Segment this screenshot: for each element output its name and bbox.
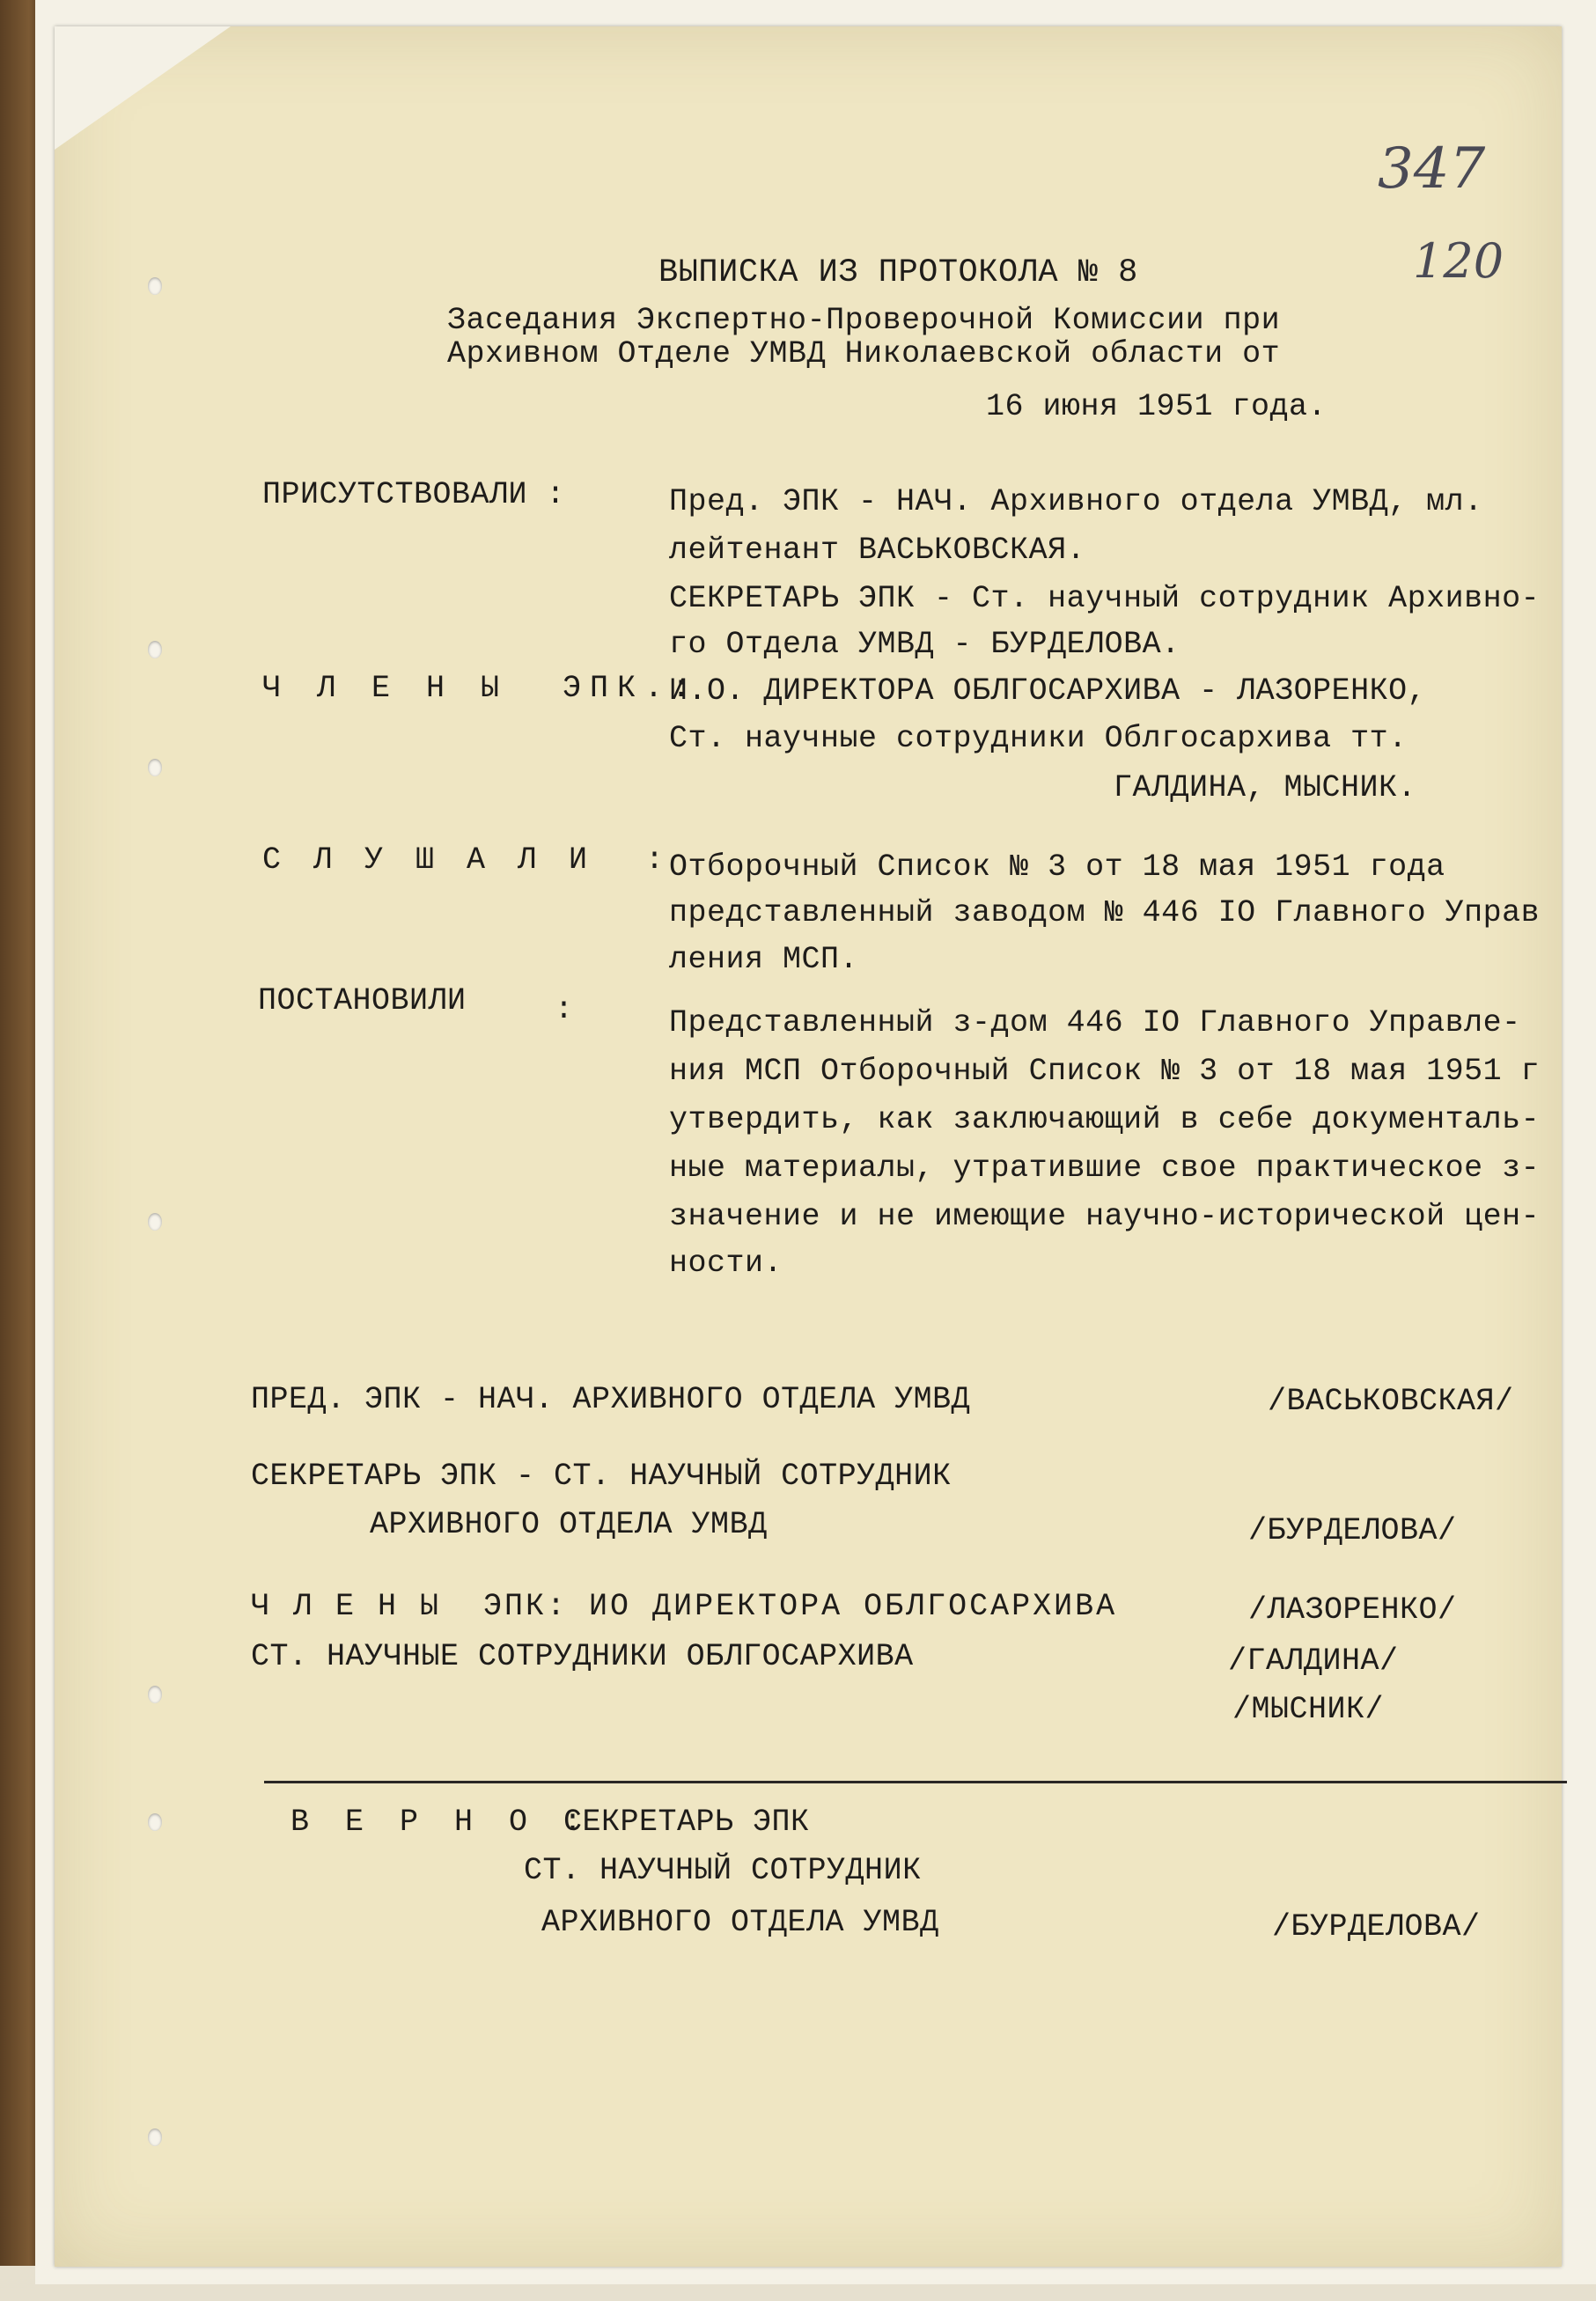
present-line: СЕКРЕТАРЬ ЭПК - Ст. научный сотрудник Архивно-: [669, 581, 1541, 616]
header-line-2: Архивном Отделе УМВД Николаевской области от: [447, 336, 1281, 371]
punch-hole: [148, 2128, 162, 2146]
certified-line: СЕКРЕТАРЬ ЭПК: [563, 1805, 810, 1840]
header-line-1: Заседания Экспертно-Проверочной Комиссии при: [447, 303, 1281, 338]
decided-line: ния МСП Отборочный Список № 3 от 18 мая 1951 г: [669, 1054, 1541, 1089]
decided-line: ности.: [669, 1246, 783, 1281]
signature-name: /БУРДЕЛОВА/: [1248, 1513, 1457, 1548]
signature-name: /ЛАЗОРЕНКО/: [1248, 1592, 1457, 1628]
present-line: го Отдела УМВД - БУРДЕЛОВА.: [669, 627, 1180, 662]
punch-hole: [148, 759, 162, 776]
certified-label: В Е Р Н О :: [291, 1805, 592, 1840]
decided-line: значение и не имеющие научно-исторической цен-: [669, 1199, 1541, 1234]
signature-name: /ВАСЬКОВСКАЯ/: [1268, 1384, 1514, 1419]
separator-line: [264, 1781, 1567, 1783]
decided-line: ные материалы, утратившие свое практическое з-: [669, 1150, 1541, 1186]
signature-name: /ГАЛДИНА/: [1228, 1643, 1399, 1679]
signature-name: /МЫСНИК/: [1232, 1692, 1385, 1727]
document-title: ВЫПИСКА ИЗ ПРОТОКОЛА № 8: [658, 254, 1138, 291]
present-line: Пред. ЭПК - НАЧ. Архивного отдела УМВД, мл.: [669, 484, 1483, 519]
punch-hole: [148, 1686, 162, 1703]
signature-line-left: Ч Л Е Н Ы ЭПК: ИО ДИРЕКТОРА ОБЛГОСАРХИВА: [251, 1589, 1118, 1624]
signature-line-left: АРХИВНОГО ОТДЕЛА УМВД: [370, 1507, 768, 1542]
heard-line: ления МСП.: [669, 942, 859, 977]
members-line: ГАЛДИНА, МЫСНИК.: [1114, 770, 1417, 805]
certified-line: СТ. НАУЧНЫЙ СОТРУДНИК: [524, 1853, 922, 1888]
decided-colon: :: [555, 992, 574, 1027]
signature-line-left: ПРЕД. ЭПК - НАЧ. АРХИВНОГО ОТДЕЛА УМВД: [251, 1382, 971, 1417]
signature-line-left: СЕКРЕТАРЬ ЭПК - СТ. НАУЧНЫЙ СОТРУДНИК: [251, 1459, 952, 1494]
punch-hole: [148, 1813, 162, 1831]
archive-sheet-number: 347: [1378, 136, 1486, 202]
present-line: лейтенант ВАСЬКОВСКАЯ.: [669, 533, 1086, 568]
header-date: 16 июня 1951 года.: [986, 389, 1328, 424]
punch-hole: [148, 1213, 162, 1231]
certified-line: АРХИВНОГО ОТДЕЛА УМВД: [541, 1905, 939, 1940]
punch-hole: [148, 277, 162, 295]
certified-signature: /БУРДЕЛОВА/: [1272, 1909, 1481, 1944]
torn-corner: [55, 26, 231, 150]
decided-label: ПОСТАНОВИЛИ: [258, 983, 467, 1018]
heard-line: Отборочный Список № 3 от 18 мая 1951 года: [669, 849, 1445, 885]
heard-label: С Л У Ш А Л И :: [262, 842, 672, 878]
members-label: Ч Л Е Н Ы ЭПК.:: [262, 671, 700, 706]
decided-line: утвердить, как заключающий в себе документаль-: [669, 1102, 1541, 1137]
signature-line-left: СТ. НАУЧНЫЕ СОТРУДНИКИ ОБЛГОСАРХИВА: [251, 1639, 914, 1674]
decided-line: Представленный з-дом 446 IO Главного Управле-: [669, 1005, 1521, 1040]
archive-sheet-number-secondary: 120: [1413, 233, 1504, 289]
members-line: Ст. научные сотрудники Облгосархива тт.: [669, 721, 1408, 756]
present-label: ПРИСУТСТВОВАЛИ :: [262, 477, 566, 512]
heard-line: представленный заводом № 446 IO Главного Управ: [669, 895, 1541, 930]
punch-hole: [148, 641, 162, 658]
members-line: И.О. ДИРЕКТОРА ОБЛГОСАРХИВА - ЛАЗОРЕНКО,: [669, 673, 1427, 709]
